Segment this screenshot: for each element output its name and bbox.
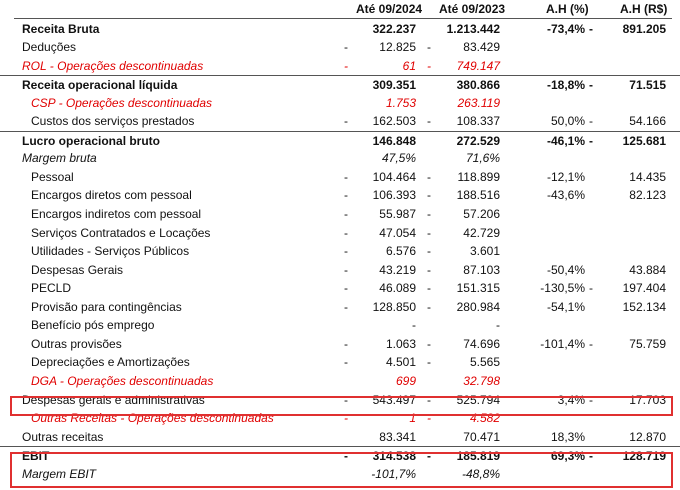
value-2023: 74.696 (463, 336, 500, 351)
ah-pct: -130,5% (540, 281, 585, 296)
row-label: Lucro operacional bruto (22, 133, 161, 148)
row-label: Encargos indiretos com pessoal (31, 207, 202, 221)
value-2024: 543.497 (372, 392, 416, 407)
header-col-2023: Até 09/2023 (439, 2, 506, 16)
value-2023: 57.206 (463, 207, 500, 221)
sign-ah: - (589, 133, 593, 148)
table-row (0, 316, 680, 334)
value-2024: 1 (409, 411, 416, 426)
value-2023: 188.516 (456, 188, 500, 203)
sign-2024: - (344, 449, 348, 464)
row-label: Pessoal (31, 169, 74, 184)
ah-pct: -73,4% (546, 21, 585, 36)
value-2023: 32.798 (463, 373, 500, 388)
sign-2023: - (427, 188, 431, 203)
sign-2023: - (427, 58, 431, 73)
value-2023: -48,8% (461, 466, 500, 481)
table-row (0, 20, 680, 38)
ah-pct: -101,4% (540, 336, 585, 351)
table-row (0, 261, 680, 279)
sign-2024: - (344, 169, 348, 184)
ah-rs: 891.205 (622, 21, 666, 36)
sign-2023: - (427, 207, 431, 221)
ah-rs: 12.870 (629, 429, 666, 444)
value-2023: 83.429 (463, 40, 500, 55)
sign-2024: - (344, 262, 348, 277)
value-2024: 83.341 (379, 429, 416, 444)
sign-2024: - (344, 114, 348, 129)
ah-pct: -54,1% (546, 299, 585, 314)
table-row (0, 75, 680, 94)
ah-rs: 17.703 (629, 392, 666, 407)
table-row (0, 242, 680, 260)
value-2023: 151.315 (456, 281, 500, 296)
value-2024: -101,7% (371, 466, 416, 481)
row-label: Despesas Gerais (31, 262, 124, 277)
sign-2023: - (427, 336, 431, 351)
ah-rs: 54.166 (629, 114, 666, 129)
table-row (0, 279, 680, 297)
sign-ah: - (589, 114, 593, 129)
row-label: Outras provisões (31, 336, 122, 351)
value-2024: 309.351 (372, 78, 416, 93)
value-2024: 4.501 (385, 355, 416, 370)
value-2023: 87.103 (463, 262, 500, 277)
value-2024: 12.825 (379, 40, 416, 55)
sign-ah: - (589, 449, 593, 464)
value-2024: 146.848 (372, 133, 416, 148)
table-row (0, 131, 680, 150)
table-row (0, 149, 680, 167)
row-label: Receita Bruta (22, 21, 100, 36)
sign-ah: - (589, 281, 593, 296)
row-label: Custos dos serviços prestados (31, 114, 195, 129)
row-label: Utilidades - Serviços Públicos (31, 244, 190, 259)
row-label: Serviços Contratados e Locações (31, 225, 211, 240)
value-2024: 43.219 (379, 262, 416, 277)
ah-rs: 14.435 (629, 169, 666, 184)
sign-2024: - (344, 188, 348, 203)
sign-2023: - (427, 299, 431, 314)
ah-pct: -50,4% (546, 262, 585, 277)
sign-2023: - (427, 114, 431, 129)
value-2023: 380.866 (456, 78, 500, 93)
value-2023: 71,6% (465, 151, 500, 166)
row-label: ROL - Operações descontinuadas (22, 58, 204, 73)
value-2024: 61 (402, 58, 416, 73)
sign-2023: - (427, 355, 431, 370)
ah-pct: -12,1% (546, 169, 585, 184)
row-label: CSP - Operações descontinuadas (31, 95, 212, 110)
row-label: Depreciações e Amortizações (31, 355, 190, 370)
table-row (0, 38, 680, 56)
table-row (0, 298, 680, 316)
table-row (0, 353, 680, 371)
header-col-2024: Até 09/2024 (356, 2, 423, 16)
value-2023: 1.213.442 (446, 21, 500, 36)
sign-ah: - (589, 21, 593, 36)
highlight-box-despesas (10, 396, 673, 416)
highlight-box-ebit (10, 452, 673, 488)
ah-rs: 152.134 (622, 299, 666, 314)
table-row (0, 94, 680, 112)
sign-2024: - (344, 411, 348, 426)
sign-2023: - (427, 392, 431, 407)
value-2024: 128.850 (372, 299, 416, 314)
ah-pct: 3,4% (557, 392, 585, 407)
sign-2024: - (344, 281, 348, 296)
table-row (0, 57, 680, 75)
sign-2024: - (344, 244, 348, 259)
ah-pct: 69,3% (550, 449, 585, 464)
value-2024: 47,5% (381, 151, 416, 166)
value-2023: 118.899 (457, 169, 500, 184)
value-2024: - (412, 318, 416, 333)
header-col-ah-pct: A.H (%) (546, 2, 589, 16)
row-label: Despesas gerais e administrativas (22, 392, 205, 407)
value-2023: - (496, 318, 500, 333)
sign-2023: - (427, 281, 431, 296)
value-2023: 5.565 (469, 355, 500, 370)
row-label: Deduções (22, 40, 77, 55)
table-header (0, 0, 680, 18)
sign-2023: - (427, 40, 431, 55)
row-label: Margem EBIT (22, 466, 97, 481)
ah-pct: 18,3% (550, 429, 585, 444)
sign-2023: - (427, 169, 431, 184)
row-label: Margem bruta (22, 151, 97, 166)
ah-rs: 82.123 (629, 188, 666, 203)
value-2024: 104.464 (372, 169, 416, 184)
table-row (0, 224, 680, 242)
value-2023: 3.601 (469, 244, 500, 259)
value-2024: 47.054 (379, 225, 416, 240)
ah-pct: 50,0% (550, 114, 585, 129)
table-row (0, 205, 680, 223)
table-row (0, 186, 680, 204)
ah-rs: 71.515 (629, 78, 666, 93)
sign-ah: - (589, 336, 593, 351)
row-label: Encargos diretos com pessoal (31, 188, 192, 203)
table-row (0, 335, 680, 353)
ah-pct: -46,1% (546, 133, 585, 148)
ah-pct: -18,8% (546, 78, 585, 93)
header-col-ah-rs: A.H (R$) (620, 2, 668, 16)
value-2023: 525.794 (456, 392, 500, 407)
sign-2023: - (427, 449, 431, 464)
value-2024: 1.063 (385, 336, 416, 351)
sign-2024: - (344, 207, 348, 221)
value-2024: 322.237 (372, 21, 416, 36)
sign-2023: - (427, 262, 431, 277)
row-label: Receita operacional líquida (22, 78, 178, 93)
value-2023: 108.337 (456, 114, 500, 129)
value-2023: 263.119 (457, 95, 500, 110)
row-label: EBIT (22, 449, 50, 464)
row-label: Benefício pós emprego (31, 318, 155, 333)
value-2024: 1.753 (385, 95, 416, 110)
row-label: Provisão para contingências (31, 299, 182, 314)
value-2023: 42.729 (463, 225, 500, 240)
value-2023: 185.819 (456, 449, 500, 464)
table-row (0, 112, 680, 130)
sign-2024: - (344, 392, 348, 407)
ah-rs: 43.884 (629, 262, 666, 277)
table-row (0, 372, 680, 390)
table-row (0, 428, 680, 446)
ah-pct: -43,6% (546, 188, 585, 203)
value-2024: 314.538 (372, 449, 416, 464)
sign-2024: - (344, 58, 348, 73)
sign-2024: - (344, 225, 348, 240)
sign-2024: - (344, 355, 348, 370)
sign-2023: - (427, 411, 431, 426)
table-row (0, 168, 680, 186)
sign-2024: - (344, 40, 348, 55)
ah-rs: 75.759 (629, 336, 666, 351)
ah-rs: 128.719 (622, 449, 666, 464)
row-label: Outras receitas (22, 429, 104, 444)
value-2024: 106.393 (372, 188, 416, 203)
value-2023: 280.984 (456, 299, 500, 314)
value-2024: 6.576 (385, 244, 416, 259)
sign-2023: - (427, 225, 431, 240)
row-label: DGA - Operações descontinuadas (31, 373, 214, 388)
sign-ah: - (589, 78, 593, 93)
value-2023: 749.147 (456, 58, 500, 73)
row-label: Outras Receitas - Operações descontinuadas (31, 411, 274, 426)
value-2024: 699 (395, 373, 416, 388)
row-label: PECLD (31, 281, 72, 296)
ah-rs: 197.404 (622, 281, 666, 296)
ah-rs: 125.681 (622, 133, 666, 148)
sign-2023: - (427, 244, 431, 259)
value-2024: 46.089 (379, 281, 416, 296)
sign-ah: - (589, 392, 593, 407)
value-2024: 55.987 (379, 207, 416, 221)
value-2023: 4.582 (469, 411, 500, 426)
sign-2024: - (344, 336, 348, 351)
value-2024: 162.503 (372, 114, 416, 129)
value-2023: 272.529 (456, 133, 500, 148)
sign-2024: - (344, 299, 348, 314)
value-2023: 70.471 (463, 429, 500, 444)
